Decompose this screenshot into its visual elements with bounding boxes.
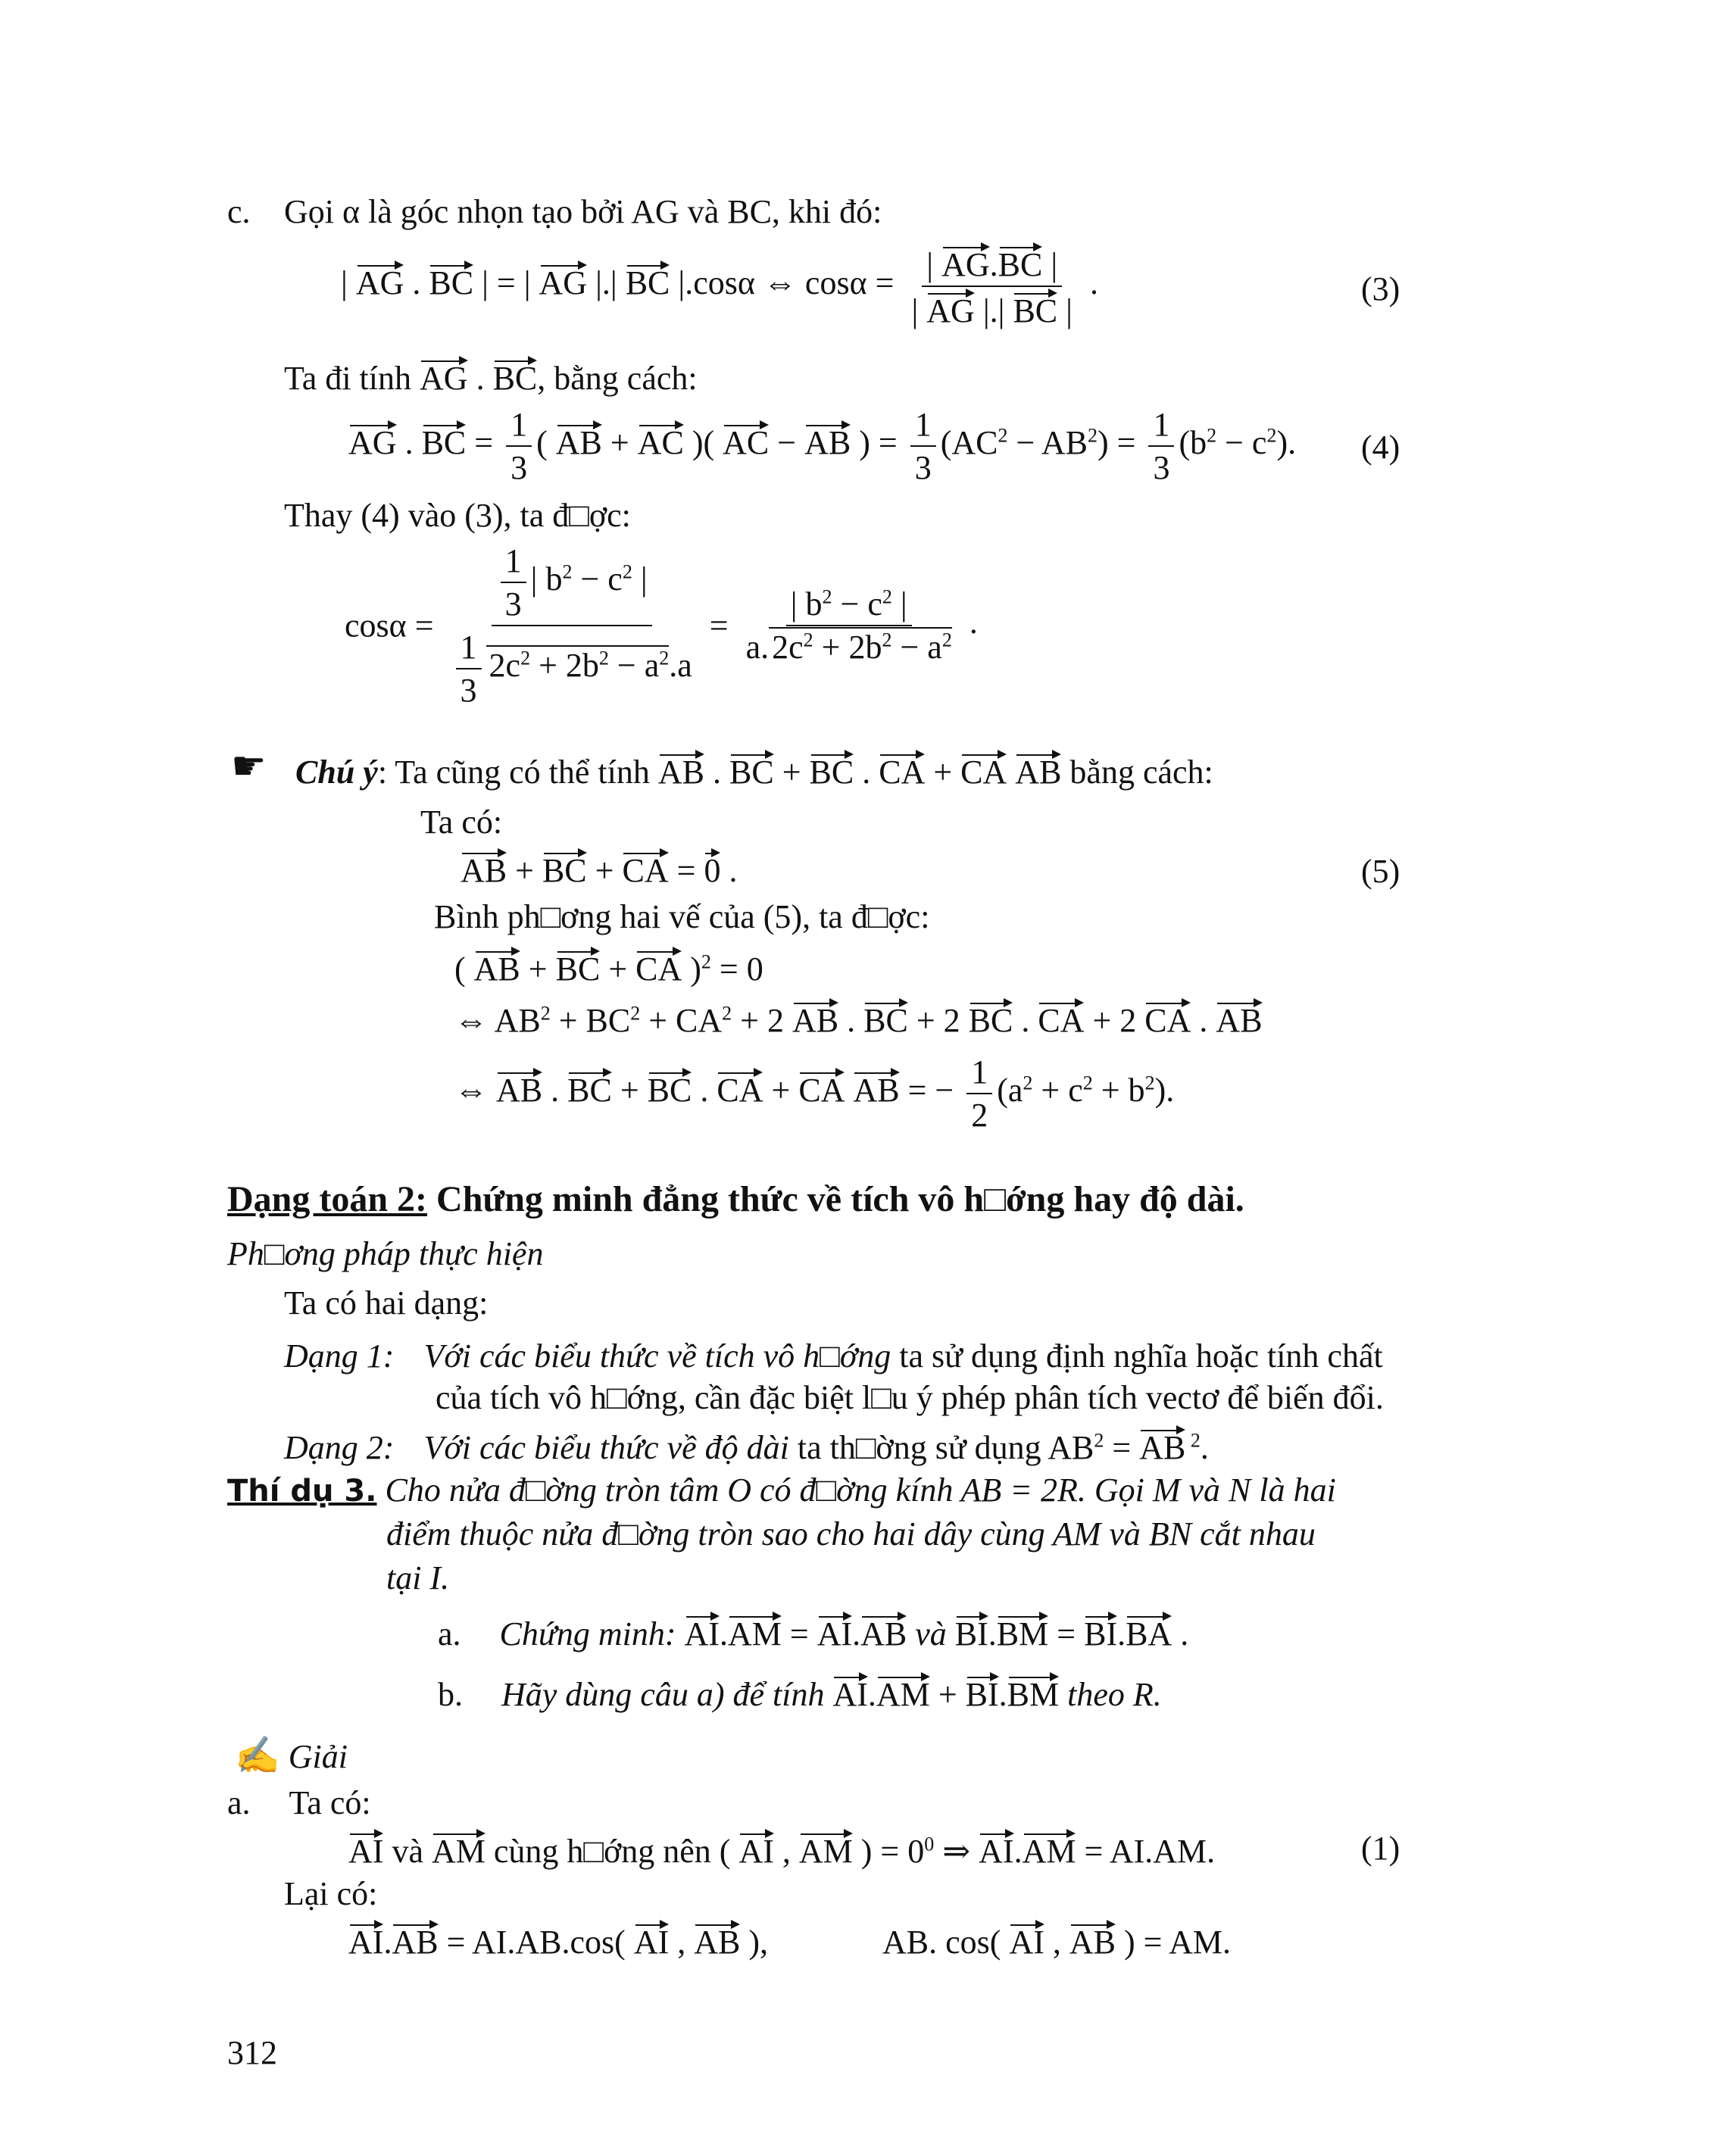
dang-1-line — [284, 1337, 1383, 1377]
dang-2-line: Dạng 2: Với các biểu thức về độ dài ta th□ờng sử dụng $AB^2$ = AB $^2$. — [284, 1425, 1209, 1468]
note-label: Chú ý — [295, 754, 378, 791]
dang-1-line2: của tích vô h□ớng, cần đặc biệt l□u ý phép phân tích vectơ để biến đổi. — [436, 1379, 1384, 1416]
eq-tag-1: (1) — [1361, 1830, 1400, 1867]
example-label: Thí dụ 3. — [227, 1474, 377, 1509]
solution-a-label: a. — [227, 1784, 251, 1821]
solution-va: và — [392, 1833, 423, 1870]
equation-5: AB + BC + CA = 0 . — [461, 848, 737, 890]
dang-1-italic: Với các biểu thức về tích vô h□ớng — [423, 1337, 891, 1375]
part-c-intro: Gọi α là góc nhọn tạo bởi AG và BC, khi đó: — [284, 193, 882, 230]
solution-same-dir: cùng h□ớng nên — [493, 1833, 711, 1870]
solution-a — [227, 1783, 371, 1824]
example-b: b. Hãy dùng câu a) để tính AI.AM + BI.BM theo R. — [438, 1672, 1162, 1715]
solution-label: Giải — [288, 1738, 348, 1775]
example-a-mid: và — [915, 1615, 947, 1652]
equation-3: | AG . BC | = | AG |.| BC |.cosα ⇔ cosα = $\frac{| AG.BC |}{| AG |.| BC |}$ . — [341, 242, 1098, 330]
compute-tail: , bằng cách: — [537, 360, 698, 397]
example-b-tail: theo R. — [1067, 1676, 1162, 1713]
note-taco: Ta có: — [420, 804, 503, 841]
equation-4: AG . BC = $\frac{1}{3}$ ( AB + AC )( AC − AB ) = $\frac{1}{3}$ $(AC^2 - AB^2)$ = $\frac{1}{3}$ $(b^2 - c^2)$. — [348, 406, 1297, 486]
section-title: Chứng minh đẳng thức về tích vô h□ớng hay độ dài. — [436, 1179, 1244, 1219]
example-a-text: Chứng minh: — [499, 1615, 676, 1652]
pencil-icon: ✍ — [235, 1736, 280, 1776]
example-a: a. Chứng minh: AI.AM = AI.AB và BI.BM = BI.BA . — [438, 1612, 1188, 1655]
solution-eq-2: AI.AB = AI.AB.cos( AI , AB ), AB. cos( AI , AB ) = AM. — [348, 1920, 1231, 1963]
example-b-label: b. — [438, 1676, 463, 1713]
example-b-text: Hãy dùng câu a) để tính — [501, 1676, 825, 1713]
compute-line: Ta đi tính AG . BC, bằng cách: — [284, 356, 698, 399]
solution-heading — [235, 1734, 348, 1778]
solution-laico: Lại có: — [284, 1875, 378, 1912]
eq-tag-4: (4) — [1361, 429, 1400, 466]
section-label: Dạng toán 2: — [227, 1179, 428, 1219]
section-method: Ph□ơng pháp thực hiện — [227, 1235, 544, 1272]
note-line: Chú ý: Ta cũng có thể tính AB . BC + BC . CA + CA AB bằng cách: — [295, 750, 1213, 793]
dang-1-label: Dạng 1: — [284, 1337, 395, 1375]
note-square: Bình ph□ơng hai vế của (5), ta đ□ợc: — [434, 898, 930, 935]
dang-2-text: ta th□ờng sử dụng AB — [797, 1429, 1094, 1466]
example-a-label: a. — [438, 1615, 461, 1652]
example-text-3: tại I. — [386, 1559, 450, 1596]
part-c-label: c. — [227, 193, 251, 230]
example-text-1: Cho nửa đ□ờng tròn tâm O có đ□ờng kính AB = 2R. Gọi M và N là hai — [385, 1471, 1336, 1509]
dang-2-italic: Với các biểu thức về độ dài — [423, 1429, 789, 1466]
note-result: ⇔ AB . BC + BC . CA + CA AB = − $\frac{1}{2}$ $(a^2 + c^2 + b^2)$. — [454, 1053, 1175, 1134]
expanded-sum: ⇔ $AB^2 + BC^2 + CA^2 + 2$ AB . BC + 2 BC . CA + 2 CA . AB — [454, 998, 1263, 1040]
pointing-hand-icon: ☛ — [231, 745, 267, 788]
dang-1-text: ta sử dụng định nghĩa hoặc tính chất — [899, 1337, 1383, 1375]
solution-eq-1: AI và AM cùng h□ớng nên ( AI , AM ) = $0^0$ ⇒ AI.AM = AI.AM. — [348, 1829, 1215, 1872]
note-text: : Ta cũng có thể tính — [377, 754, 650, 791]
section-intro: Ta có hai dạng: — [284, 1284, 489, 1322]
solution-taco: Ta có: — [289, 1784, 371, 1821]
note-text-tail: bằng cách: — [1069, 754, 1213, 791]
page-number: 312 — [227, 2034, 277, 2071]
squared-sum: ( AB + BC + CA )$^2$ = 0 — [454, 947, 763, 988]
substitute-text: Thay (4) vào (3), ta đ□ợc: — [284, 497, 631, 534]
cos-alpha-equation: cosα = $\frac{1}{3}$ | $b^2 - c^2$ | $\frac{1}{3}$ $2c^2 + 2b^2 - a^2.a$ = $\frac{| b^2 - c^2 |}{a.2c^2 + 2b^2 - a^2}$ . — [345, 542, 978, 709]
compute-intro: Ta đi tính — [284, 360, 412, 397]
eq-tag-5: (5) — [1361, 853, 1400, 890]
eq-tag-3: (3) — [1361, 270, 1400, 307]
section-heading — [227, 1178, 1244, 1222]
example-line-1 — [227, 1471, 1336, 1511]
example-text-2: điểm thuộc nửa đ□ờng tròn sao cho hai dây cùng AM và BN cắt nhau — [386, 1515, 1316, 1553]
dang-2-label: Dạng 2: — [284, 1429, 395, 1466]
